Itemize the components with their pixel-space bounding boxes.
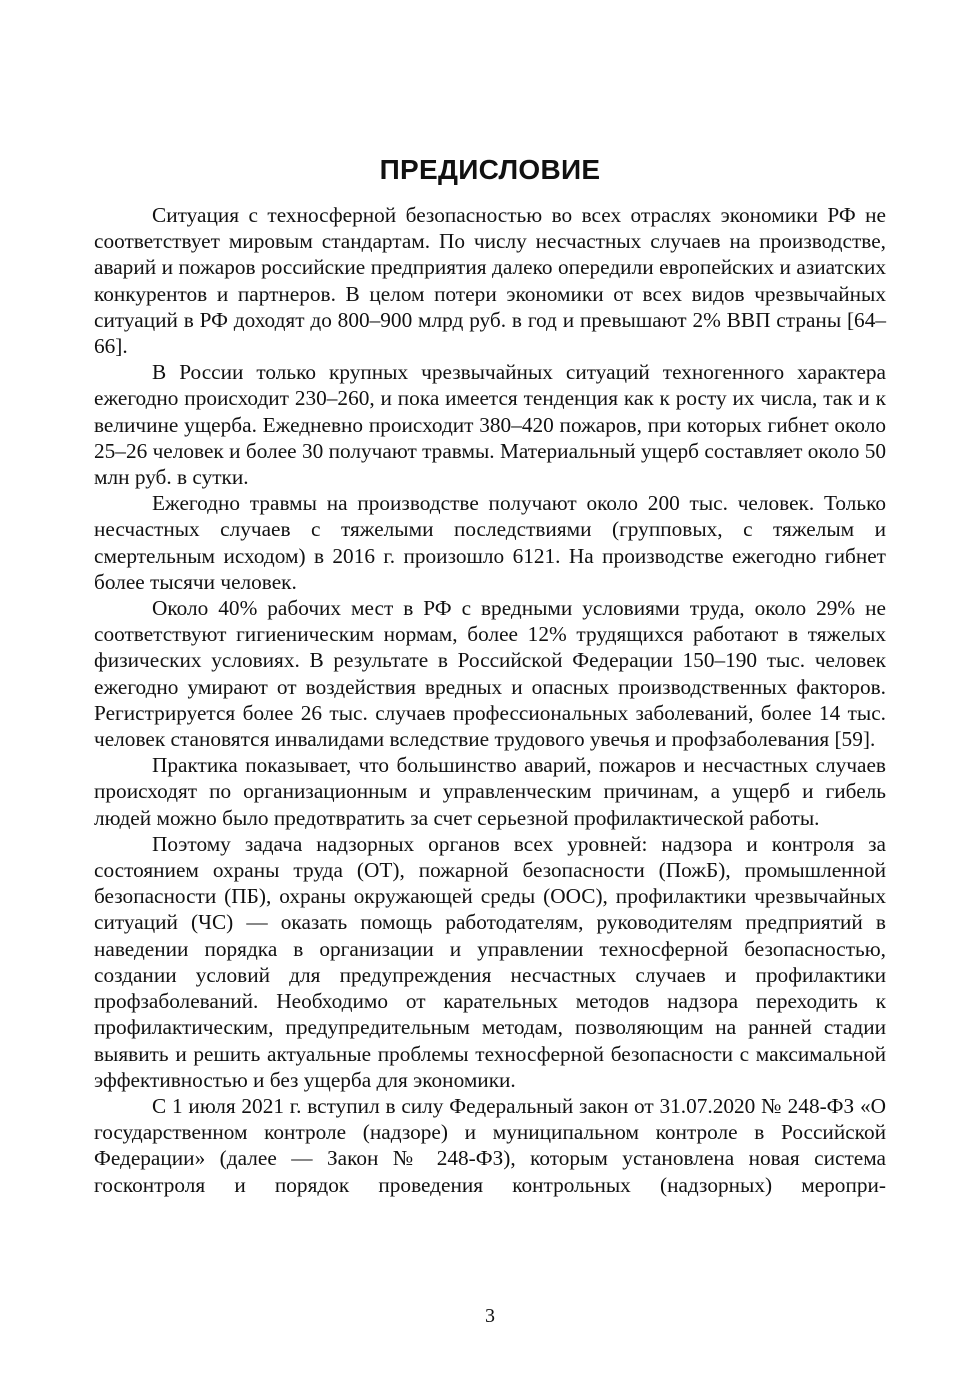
- paragraph-5: Практика показывает, что большинство аварий, пожаров и несчастных случаев происходят по организационным и управленческим причинам, а ущерб и гибель людей можно было предотвратить за счет серьезной профилактической работы.: [94, 753, 886, 830]
- paragraph-7: С 1 июля 2021 г. вступил в силу Федеральный закон от 31.07.2020 № 248-ФЗ «О государственном контроле (надзоре) и муниципальном контроле в Российской Федерации» (далее — Закон № 248-ФЗ), которым установлена новая система госконтроля и порядок проведения контрольных (надзорных) меропри-: [94, 1093, 886, 1197]
- paragraph-4: Около 40% рабочих мест в РФ с вредными условиями труда, около 29% не соответствуют гигиеническим нормам, более 12% трудящихся работают в тяжелых физических условиях. В результате в Российской Федерации 150–190 тыс. человек ежегодно умирают от воздействия вредных и опасных производственных факторов. Регистрируется более 26 тыс. случаев профессиональных заболеваний, более 14 тыс. человек становятся инвалидами вследствие трудового увечья и профзаболевания [59].: [94, 596, 886, 752]
- page-number: 3: [485, 1305, 495, 1327]
- page-title: ПРЕДИСЛОВИЕ: [379, 154, 601, 185]
- paragraph-2: В России только крупных чрезвычайных ситуаций техногенного характера ежегодно происходит 230–260, и пока имеется тенденция как к росту их числа, так и к величине ущерба. Ежедневно происходит 380–420 пожаров, при которых гибнет около 25–26 человек и более 30 получают травмы. Материальный ущерб составляет около 50 млн руб. в сутки.: [94, 360, 886, 490]
- paragraph-6: Поэтому задача надзорных органов всех уровней: надзора и контроля за состоянием охраны труда (ОТ), пожарной безопасности (ПожБ), промышленной безопасности (ПБ), охраны окружающей среды (ООС), профилактики чрезвычайных ситуаций (ЧС) — оказать помощь работодателям, руководителям предприятий в наведении порядка в организации и управлении техносферной безопасностью, создании условий для предупреждения несчастных случаев и профилактики профзаболеваний. Необходимо от карательных методов надзора переходить к профилактическим, предупредительным методам, позволяющим на ранней стадии выявить и решить актуальные проблемы техносферной безопасности с максимальной эффективностью и без ущерба для экономики.: [94, 831, 886, 1092]
- paragraph-1: Ситуация с техносферной безопасностью во всех отраслях экономики РФ не соответствует мировым стандартам. По числу несчастных случаев на производстве, аварий и пожаров российские предприятия далеко опередили европейских и азиатских конкурентов и партнеров. В целом потери экономики от всех видов чрезвычайных ситуаций в РФ доходят до 800–900 млрд руб. в год и превышают 2% ВВП страны [64–66].: [94, 203, 886, 359]
- paragraph-3: Ежегодно травмы на производстве получают около 200 тыс. человек. Только несчастных случаев с тяжелыми последствиями (групповых, с тяжелым и смертельным исходом) в 2016 г. произошло 6121. На производстве ежегодно гибнет более тысячи человек.: [94, 491, 886, 594]
- document-page: [94, 150, 886, 1198]
